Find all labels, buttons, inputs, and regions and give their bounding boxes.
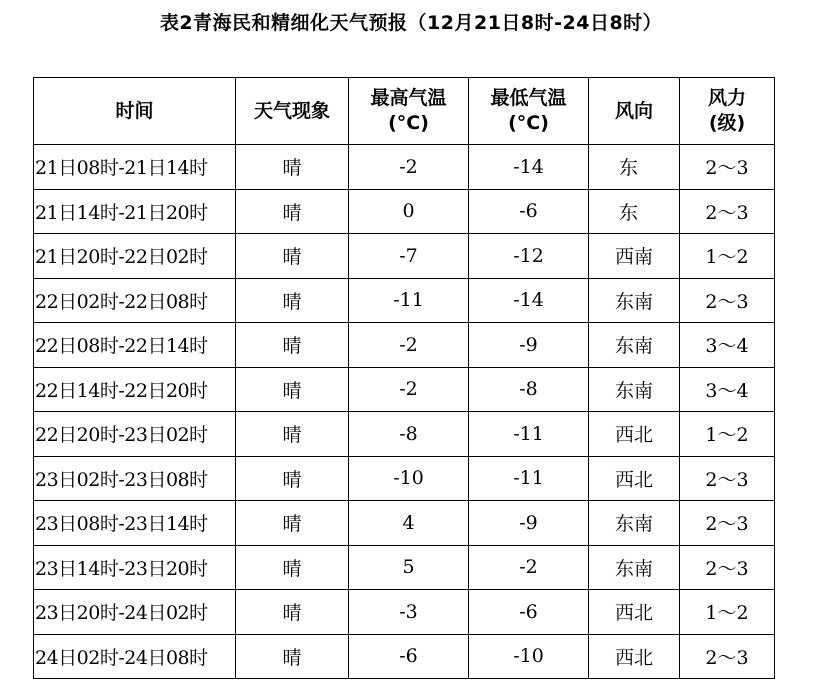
min-temp-cell: -6	[469, 189, 589, 234]
wind-force-cell: 2～3	[680, 145, 775, 190]
max-temp-cell: -8	[349, 412, 469, 457]
table-row	[34, 545, 775, 590]
min-temp-cell: -6	[469, 590, 589, 635]
weather-cell: 晴	[236, 590, 349, 635]
wind-direction-cell: 西北	[589, 456, 680, 501]
wind-direction-cell: 东南	[589, 367, 680, 412]
time-cell: 23日14时-23日20时	[34, 545, 236, 590]
header-max-temp: 最高气温 (°C)	[349, 78, 469, 145]
header-wind-direction: 风向	[589, 78, 680, 145]
wind-force-cell: 1～2	[680, 234, 775, 279]
wind-direction-cell: 西南	[589, 234, 680, 279]
max-temp-cell: 0	[349, 189, 469, 234]
max-temp-cell: 5	[349, 545, 469, 590]
wind-force-cell: 2～3	[680, 189, 775, 234]
page-title: 表2青海民和精细化天气预报（12月21日8时-24日8时）	[159, 12, 663, 34]
time-cell: 24日02时-24日08时	[34, 634, 236, 679]
time-cell: 22日02时-22日08时	[34, 278, 236, 323]
max-temp-cell: -2	[349, 367, 469, 412]
wind-force-cell: 2～3	[680, 278, 775, 323]
table-row	[34, 234, 775, 279]
min-temp-cell: -11	[469, 412, 589, 457]
table-row	[34, 323, 775, 368]
weather-cell: 晴	[236, 545, 349, 590]
table-row	[34, 501, 775, 546]
header-min-temp: 最低气温 (°C)	[469, 78, 589, 145]
weather-cell: 晴	[236, 501, 349, 546]
table-row	[34, 189, 775, 234]
max-temp-cell: -11	[349, 278, 469, 323]
wind-force-cell: 3～4	[680, 323, 775, 368]
weather-cell: 晴	[236, 412, 349, 457]
max-temp-cell: 4	[349, 501, 469, 546]
weather-cell: 晴	[236, 634, 349, 679]
table-row	[34, 412, 775, 457]
min-temp-cell: -14	[469, 278, 589, 323]
forecast-table	[33, 77, 775, 679]
table-row	[34, 634, 775, 679]
table-row	[34, 145, 775, 190]
min-temp-cell: -8	[469, 367, 589, 412]
header-wind-force: 风力 (级)	[680, 78, 775, 145]
wind-direction-cell: 东南	[589, 278, 680, 323]
weather-cell: 晴	[236, 234, 349, 279]
wind-force-cell: 1～2	[680, 412, 775, 457]
weather-cell: 晴	[236, 367, 349, 412]
wind-direction-cell: 东	[589, 145, 680, 190]
time-cell: 23日08时-23日14时	[34, 501, 236, 546]
weather-cell: 晴	[236, 189, 349, 234]
min-temp-cell: -11	[469, 456, 589, 501]
wind-direction-cell: 东南	[589, 545, 680, 590]
time-cell: 21日20时-22日02时	[34, 234, 236, 279]
weather-cell: 晴	[236, 323, 349, 368]
weather-cell: 晴	[236, 278, 349, 323]
wind-force-cell: 3～4	[680, 367, 775, 412]
wind-direction-cell: 西北	[589, 634, 680, 679]
wind-force-cell: 1～2	[680, 590, 775, 635]
max-temp-cell: -7	[349, 234, 469, 279]
time-cell: 22日14时-22日20时	[34, 367, 236, 412]
max-temp-cell: -10	[349, 456, 469, 501]
max-temp-cell: -6	[349, 634, 469, 679]
table-row	[34, 278, 775, 323]
weather-cell: 晴	[236, 145, 349, 190]
wind-direction-cell: 西北	[589, 590, 680, 635]
wind-direction-cell: 西北	[589, 412, 680, 457]
time-cell: 21日14时-21日20时	[34, 189, 236, 234]
wind-direction-cell: 东	[589, 189, 680, 234]
header-row	[34, 78, 775, 145]
header-time: 时间	[34, 78, 236, 145]
time-cell: 23日20时-24日02时	[34, 590, 236, 635]
min-temp-cell: -14	[469, 145, 589, 190]
time-cell: 21日08时-21日14时	[34, 145, 236, 190]
wind-direction-cell: 东南	[589, 501, 680, 546]
max-temp-cell: -2	[349, 323, 469, 368]
wind-force-cell: 2～3	[680, 501, 775, 546]
max-temp-cell: -3	[349, 590, 469, 635]
time-cell: 22日20时-23日02时	[34, 412, 236, 457]
table-row	[34, 367, 775, 412]
min-temp-cell: -9	[469, 323, 589, 368]
min-temp-cell: -12	[469, 234, 589, 279]
min-temp-cell: -9	[469, 501, 589, 546]
wind-direction-cell: 东南	[589, 323, 680, 368]
header-weather: 天气现象	[236, 78, 349, 145]
wind-force-cell: 2～3	[680, 634, 775, 679]
wind-force-cell: 2～3	[680, 545, 775, 590]
time-cell: 23日02时-23日08时	[34, 456, 236, 501]
min-temp-cell: -2	[469, 545, 589, 590]
wind-force-cell: 2～3	[680, 456, 775, 501]
time-cell: 22日08时-22日14时	[34, 323, 236, 368]
weather-cell: 晴	[236, 456, 349, 501]
table-row	[34, 590, 775, 635]
max-temp-cell: -2	[349, 145, 469, 190]
table-row	[34, 456, 775, 501]
min-temp-cell: -10	[469, 634, 589, 679]
